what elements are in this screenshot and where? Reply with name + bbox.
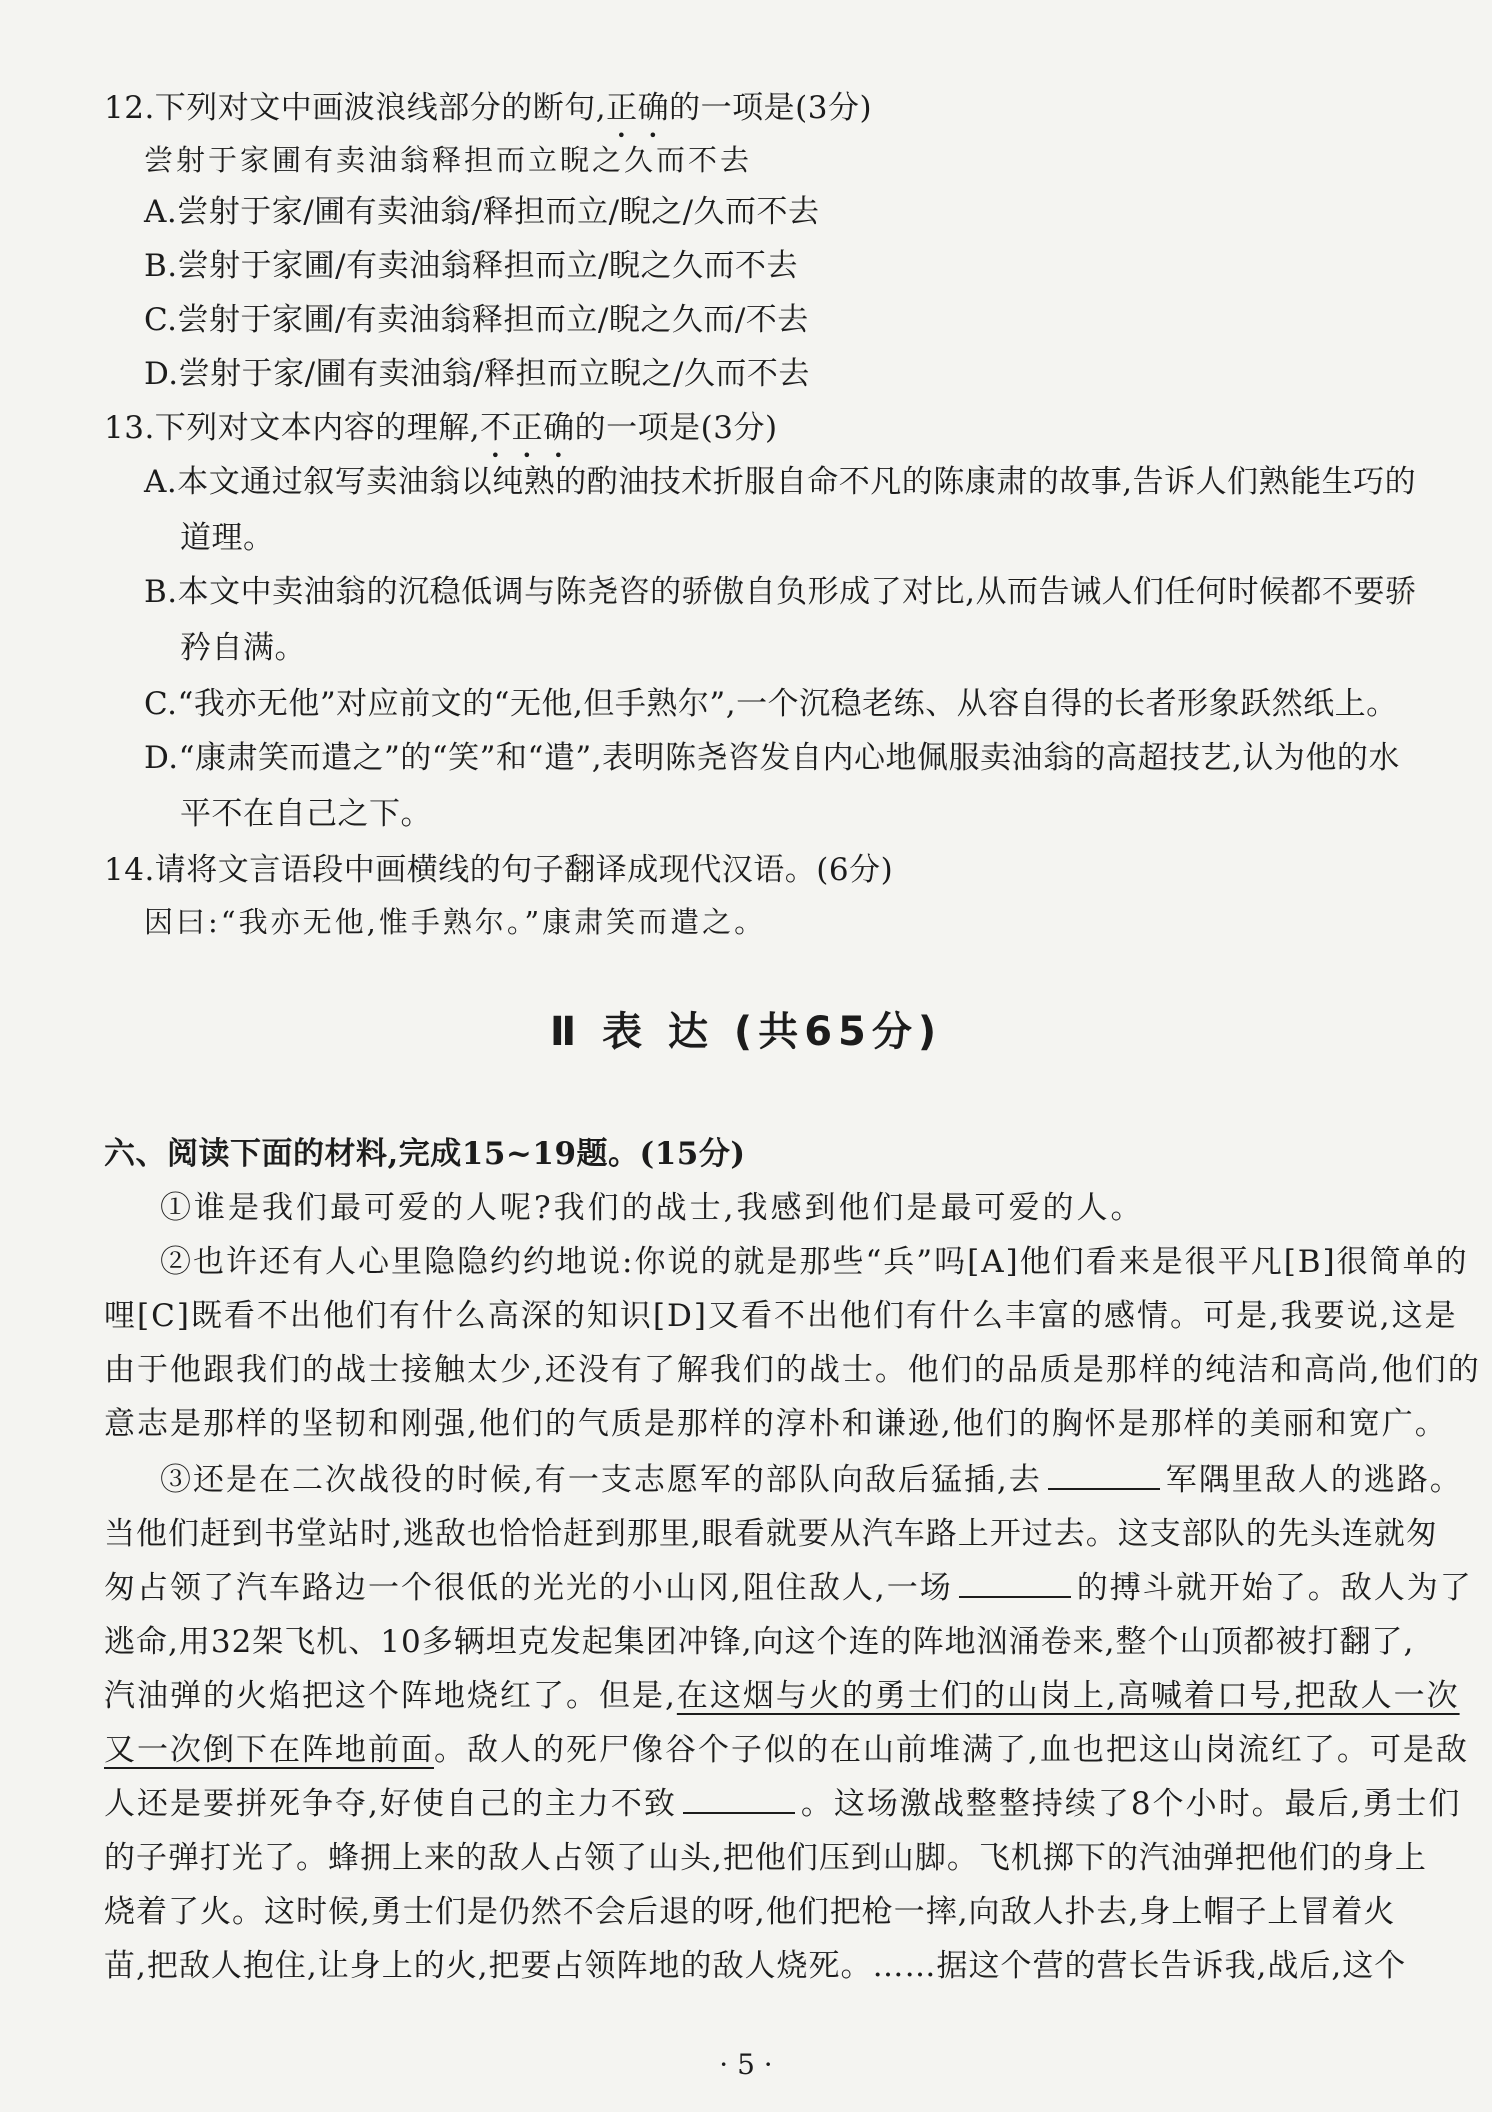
q12-option-d: D.尝射于家/圃有卖油翁/释担而立睨之/久而不去 bbox=[144, 356, 810, 392]
q13-option-a-line1: A.本文通过叙写卖油翁以纯熟的酌油技术折服自命不凡的陈康肃的故事,告诉人们熟能生巧的 bbox=[144, 464, 1417, 500]
paragraph-2-line-3: 由于他跟我们的战士接触太少,还没有了解我们的战士。他们的品质是那样的纯洁和高尚,他们的 bbox=[104, 1352, 1481, 1388]
q12-stem-post: 的一项是(3分) bbox=[669, 90, 873, 126]
paragraph-3-line-3-text-a: 匆占领了汽车路边一个很低的光光的小山冈,阻住敌人,一场 bbox=[104, 1570, 953, 1606]
paragraph-3-line-5-text: 汽油弹的火焰把这个阵地烧红了。但是, bbox=[104, 1678, 677, 1714]
fill-blank-3 bbox=[683, 1784, 795, 1814]
underlined-sentence-part-1: 在这烟与火的勇士们的山岗上,高喊着口号,把敌人一次 bbox=[676, 1678, 1460, 1714]
q14-sentence: 因曰:“我亦无他,惟手熟尔。”康肃笑而遣之。 bbox=[144, 905, 767, 939]
paragraph-3-line-7 bbox=[104, 1784, 1461, 1824]
section6-heading: 六、阅读下面的材料,完成15~19题。(15分) bbox=[104, 1136, 746, 1172]
paragraph-3-line-6-text: 。敌人的死尸像谷个子似的在山前堆满了,血也把这山岗流红了。可是敌 bbox=[434, 1732, 1469, 1768]
q12-stem-emphasis: 正确 bbox=[606, 90, 670, 126]
q13-option-c: C.“我亦无他”对应前文的“无他,但手熟尔”,一个沉稳老练、从容自得的长者形象跃然纸上。 bbox=[144, 686, 1398, 722]
q12-option-a: A.尝射于家/圃有卖油翁/释担而立/睨之/久而不去 bbox=[144, 194, 820, 230]
q12-stem-pre: 12.下列对文中画波浪线部分的断句, bbox=[104, 90, 607, 126]
q13-stem bbox=[104, 408, 778, 465]
q14-stem: 14.请将文言语段中画横线的句子翻译成现代汉语。(6分) bbox=[104, 852, 894, 888]
paragraph-3-line-8: 的子弹打光了。蜂拥上来的敌人占领了山头,把他们压到山脚。飞机掷下的汽油弹把他们的身上 bbox=[104, 1840, 1427, 1876]
paragraph-3-line-9: 烧着了火。这时候,勇士们是仍然不会后退的呀,他们把枪一摔,向敌人扑去,身上帽子上冒着火 bbox=[104, 1894, 1396, 1930]
paragraph-3-line-2: 当他们赶到书堂站时,逃敌也恰恰赶到那里,眼看就要从汽车路上开过去。这支部队的先头连就匆 bbox=[104, 1516, 1438, 1552]
page-number: · 5 · bbox=[719, 2048, 773, 2081]
q13-stem-post: 的一项是(3分) bbox=[574, 410, 778, 446]
q12-stem bbox=[104, 88, 872, 145]
paragraph-3-line-7-text-a: 人还是要拼死争夺,好使自己的主力不致 bbox=[104, 1786, 677, 1822]
fill-blank-2 bbox=[959, 1568, 1071, 1598]
paragraph-3-line-4: 逃命,用32架飞机、10多辆坦克发起集团冲锋,向这个连的阵地汹涌卷来,整个山顶都被打翻了, bbox=[104, 1624, 1415, 1660]
paragraph-3-line-1-text-a: ③还是在二次战役的时候,有一支志愿军的部队向敌后猛插,去 bbox=[160, 1462, 1042, 1498]
fill-blank-1 bbox=[1048, 1460, 1160, 1490]
paragraph-3-line-1 bbox=[160, 1460, 1463, 1500]
section-title: Ⅱ 表 达 (共65分) bbox=[549, 1009, 943, 1055]
paragraph-3-line-1-text-b: 军隅里敌人的逃路。 bbox=[1165, 1462, 1463, 1498]
q13-option-a-line2: 道理。 bbox=[180, 520, 275, 556]
underlined-sentence-part-2: 又一次倒下在阵地前面 bbox=[104, 1732, 434, 1768]
paragraph-3-line-6 bbox=[104, 1730, 1469, 1770]
q13-option-d-line1: D.“康肃笑而遣之”的“笑”和“遣”,表明陈尧咨发自内心地佩服卖油翁的高超技艺,认为他的水 bbox=[144, 740, 1400, 776]
q13-option-d-line2: 平不在自己之下。 bbox=[180, 796, 432, 832]
q13-stem-emphasis: 不正确 bbox=[480, 410, 575, 446]
q12-option-c: C.尝射于家圃/有卖油翁释担而立/睨之久而/不去 bbox=[144, 302, 809, 338]
paragraph-1: ①谁是我们最可爱的人呢?我们的战士,我感到他们是最可爱的人。 bbox=[160, 1190, 1145, 1226]
q12-passage: 尝射于家圃有卖油翁释担而立睨之久而不去 bbox=[144, 143, 753, 177]
q12-option-b: B.尝射于家圃/有卖油翁释担而立/睨之久而不去 bbox=[144, 248, 799, 284]
paragraph-2-line-2: 哩[C]既看不出他们有什么高深的知识[D]又看不出他们有什么丰富的感情。可是,我要说,这是 bbox=[104, 1298, 1458, 1334]
paragraph-3-line-3 bbox=[104, 1568, 1473, 1608]
paragraph-3-line-10: 苗,把敌人抱住,让身上的火,把要占领阵地的敌人烧死。……据这个营的营长告诉我,战后,这个 bbox=[104, 1948, 1407, 1984]
paragraph-3-line-5 bbox=[104, 1676, 1460, 1716]
paragraph-3-line-3-text-b: 的搏斗就开始了。敌人为了 bbox=[1076, 1570, 1473, 1606]
q13-option-b-line1: B.本文中卖油翁的沉稳低调与陈尧咨的骄傲自负形成了对比,从而告诫人们任何时候都不要骄 bbox=[144, 574, 1417, 610]
paragraph-2-line-4: 意志是那样的坚韧和刚强,他们的气质是那样的淳朴和谦逊,他们的胸怀是那样的美丽和宽广。 bbox=[104, 1406, 1448, 1442]
q13-stem-pre: 13.下列对文本内容的理解, bbox=[104, 410, 481, 446]
q13-option-b-line2: 矜自满。 bbox=[180, 630, 306, 666]
paragraph-3-line-7-text-b: 。这场激战整整持续了8个小时。最后,勇士们 bbox=[800, 1786, 1462, 1822]
paragraph-2-line-1: ②也许还有人心里隐隐约约地说:你说的就是那些“兵”吗[A]他们看来是很平凡[B]很简单的 bbox=[160, 1244, 1469, 1280]
